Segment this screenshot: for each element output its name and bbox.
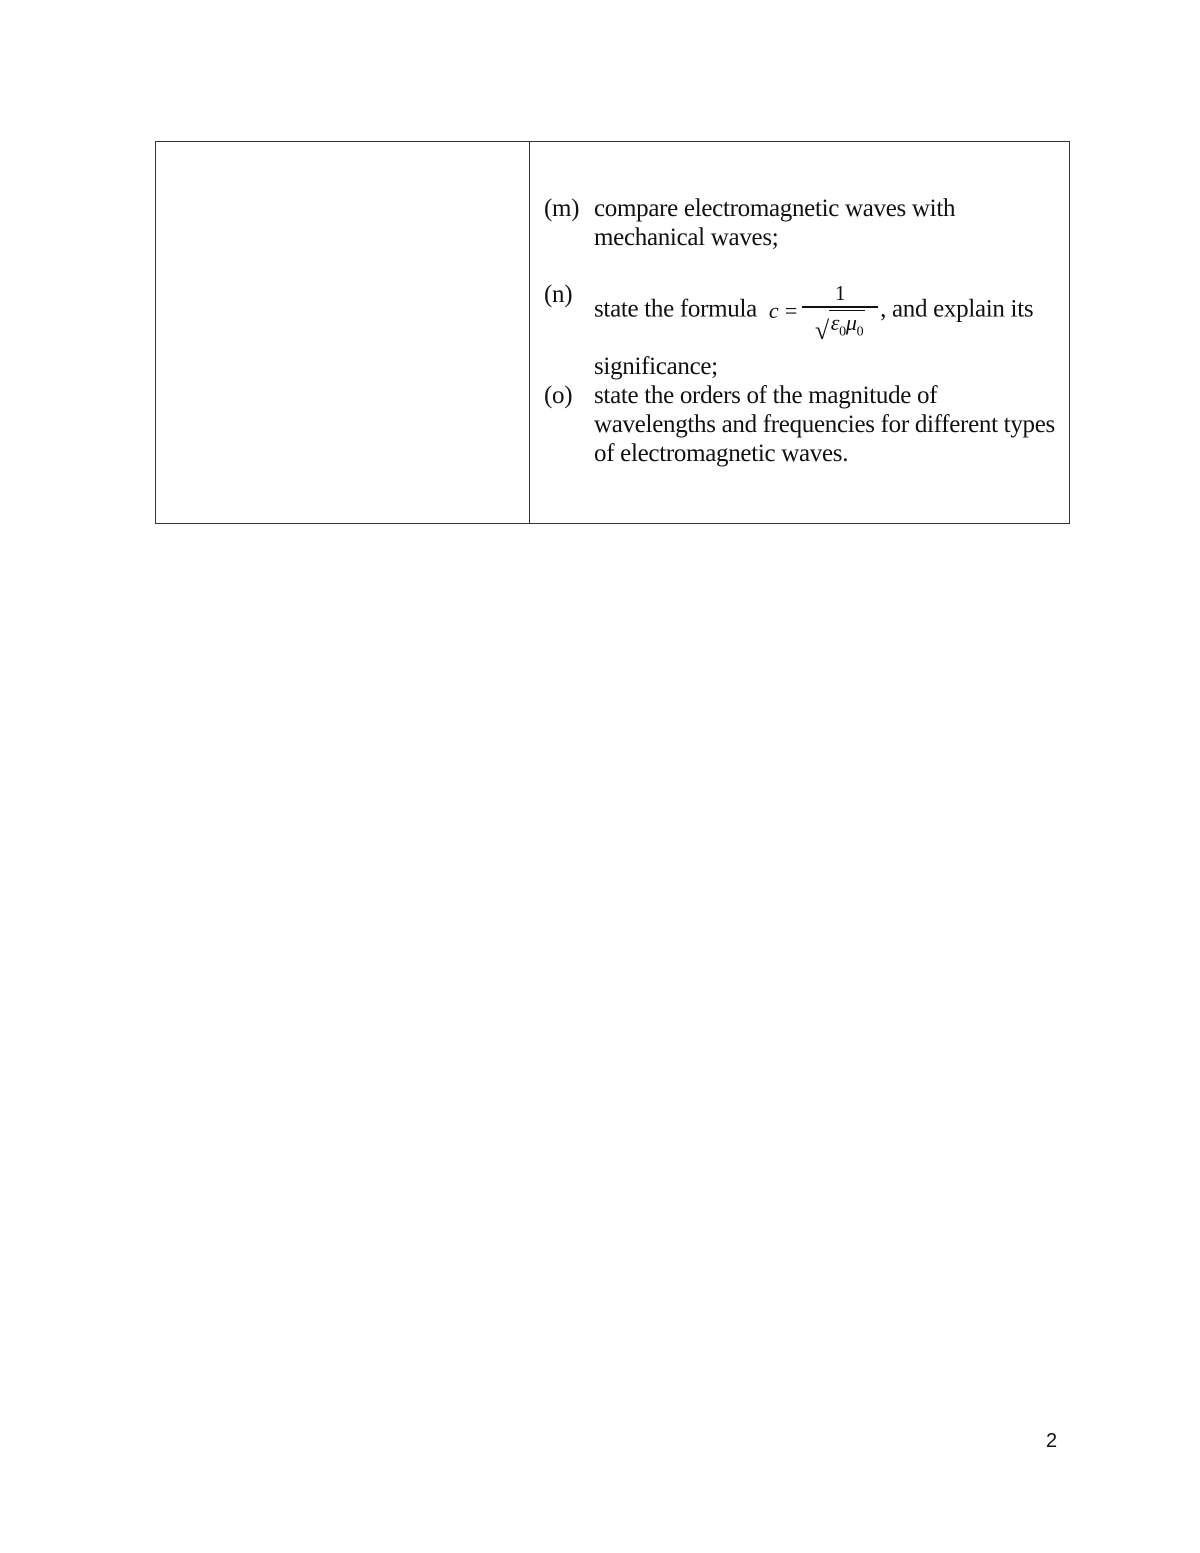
epsilon-symbol: ε xyxy=(830,309,840,335)
formula-fraction xyxy=(802,282,878,344)
objective-text-before: state the formula xyxy=(594,295,757,323)
objective-text: state the orders of the magnitude of wavelengths and frequencies for different types of electromagnetic waves. xyxy=(594,382,1055,467)
objective-text-continued: significance; xyxy=(594,352,718,380)
objective-label: (m) xyxy=(544,195,580,222)
table-right-cell xyxy=(530,142,1069,523)
formula-radicand xyxy=(829,310,866,344)
objective-n xyxy=(544,280,1064,381)
objectives-table xyxy=(155,141,1070,524)
formula-lhs: c = xyxy=(768,298,799,324)
mu-symbol: μ xyxy=(845,309,857,335)
square-root-icon: √ xyxy=(814,315,829,345)
objective-text-after: , and explain its xyxy=(880,295,1034,323)
objective-o xyxy=(544,381,1064,468)
formula-numerator: 1 xyxy=(834,281,846,305)
epsilon-subscript: 0 xyxy=(839,323,846,339)
formula-denominator xyxy=(815,310,866,344)
objective-m xyxy=(544,194,1064,252)
table-left-cell xyxy=(156,142,530,523)
objective-label: (o) xyxy=(544,382,573,409)
objective-text: compare electromagnetic waves with mechanical waves; xyxy=(594,195,956,251)
objective-label: (n) xyxy=(544,281,573,308)
objective-text xyxy=(594,280,1064,381)
page-number: 2 xyxy=(1046,1430,1058,1452)
mu-subscript: 0 xyxy=(856,323,864,339)
speed-of-light-formula xyxy=(768,280,878,345)
fraction-bar xyxy=(802,306,878,308)
